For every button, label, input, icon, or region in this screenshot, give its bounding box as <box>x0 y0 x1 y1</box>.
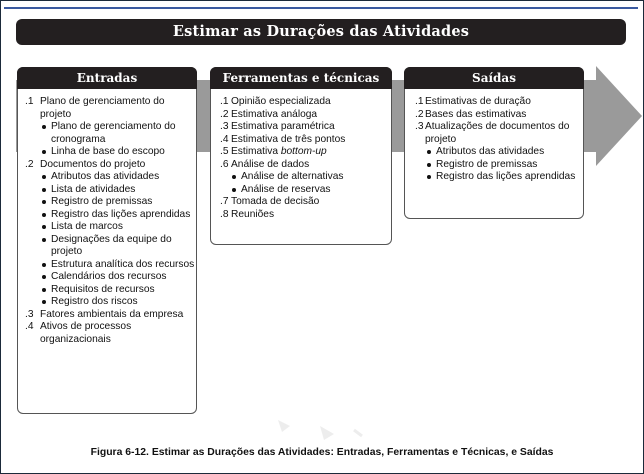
top-rule <box>4 7 638 9</box>
subitem-text: Lista de marcos <box>51 221 123 232</box>
tools-list <box>211 96 391 221</box>
subitem-text: Registro de premissas <box>51 196 153 207</box>
tools-item <box>211 96 391 109</box>
inputs-subitem <box>18 184 196 197</box>
item-number: .7 <box>220 196 229 207</box>
tools-item <box>211 109 391 122</box>
inputs-item <box>18 159 196 172</box>
item-text: Opinião especializada <box>231 96 331 107</box>
item-text: Bases das estimativas <box>425 108 527 120</box>
subitem-text: Lista de atividades <box>51 183 136 195</box>
item-text: Análise de dados <box>231 158 310 170</box>
inputs-subitem <box>18 146 196 159</box>
subitem-text: Registro dos riscos <box>51 296 138 307</box>
item-number: .4 <box>25 321 34 332</box>
outputs-item <box>405 96 583 109</box>
inputs-subitem <box>18 209 196 222</box>
item-number: .1 <box>220 96 229 107</box>
outputs-list <box>405 96 583 184</box>
item-italic-text: bottom-up <box>280 146 327 157</box>
item-number: .2 <box>415 108 424 120</box>
inputs-list <box>18 96 196 346</box>
subitem-text: Linha de base do escopo <box>51 146 165 157</box>
outputs-column <box>404 67 584 219</box>
item-number: .3 <box>25 308 34 320</box>
item-number: .6 <box>220 158 229 170</box>
item-text: Tomada de decisão <box>231 196 320 207</box>
item-text: Estimativas de duração <box>425 96 531 107</box>
subitem-text: Análise de reservas <box>241 183 331 195</box>
subitem-text: Registro das lições aprendidas <box>51 208 191 220</box>
tools-column <box>210 67 392 245</box>
inputs-subitem <box>18 196 196 209</box>
inputs-subitem <box>18 271 196 284</box>
item-number: .2 <box>25 158 34 170</box>
item-number: .3 <box>415 121 424 132</box>
outputs-item <box>405 109 583 122</box>
outputs-subitem <box>405 159 583 172</box>
outputs-item <box>405 121 583 146</box>
process-title: Estimar as Durações das Atividades <box>16 19 626 45</box>
outputs-header: Saídas <box>404 67 584 89</box>
tools-header: Ferramentas e técnicas <box>210 67 392 89</box>
inputs-item <box>18 321 196 346</box>
item-text: Atualizações de documentos do projeto <box>425 121 570 145</box>
item-text: Estimativa de três pontos <box>231 133 346 145</box>
inputs-subitem <box>18 284 196 297</box>
tools-item <box>211 209 391 222</box>
tools-subitem <box>211 171 391 184</box>
inputs-subitem <box>18 296 196 309</box>
subitem-text: Calendários dos recursos <box>51 271 167 282</box>
subitem-text: Registro de premissas <box>436 158 538 170</box>
tools-item <box>211 121 391 134</box>
item-number: .4 <box>220 133 229 145</box>
item-number: .2 <box>220 108 229 120</box>
tools-item <box>211 159 391 172</box>
item-number: .1 <box>25 96 34 107</box>
item-text: Estimativa <box>231 146 278 157</box>
inputs-header: Entradas <box>17 67 197 89</box>
item-text: Estimativa paramétrica <box>231 121 335 132</box>
figure-caption: Figura 6-12. Estimar as Durações das Atividades: Entradas, Ferramentas e Técnicas, e Saídas <box>90 447 554 458</box>
outputs-subitem <box>405 171 583 184</box>
tools-subitem <box>211 184 391 197</box>
inputs-subitem <box>18 259 196 272</box>
item-number: .1 <box>415 96 424 107</box>
subitem-text: Atributos das atividades <box>51 171 160 182</box>
flow-arrow-head-icon <box>596 66 644 166</box>
item-text: Reuniões <box>231 208 275 220</box>
tools-item <box>211 196 391 209</box>
item-text: Plano de gerenciamento do projeto <box>40 96 165 120</box>
subitem-text: Registro das lições aprendidas <box>436 171 576 182</box>
inputs-subitem <box>18 234 196 259</box>
subitem-text: Designações da equipe do projeto <box>51 233 172 257</box>
outputs-subitem <box>405 146 583 159</box>
tools-item <box>211 146 391 159</box>
subitem-text: Plano de gerenciamento do cronograma <box>51 121 176 145</box>
watermark-icon <box>258 412 378 452</box>
item-text: Documentos do projeto <box>40 158 146 170</box>
subitem-text: Atributos das atividades <box>436 146 545 157</box>
item-text: Ativos de processos organizacionais <box>40 321 132 345</box>
inputs-item <box>18 96 196 121</box>
inputs-item <box>18 309 196 322</box>
subitem-text: Requisitos de recursos <box>51 283 155 295</box>
subitem-text: Análise de alternativas <box>241 171 344 182</box>
item-number: .8 <box>220 208 229 220</box>
subitem-text: Estrutura analítica dos recursos <box>51 258 195 270</box>
item-text: Fatores ambientais da empresa <box>40 308 184 320</box>
tools-item <box>211 134 391 147</box>
item-number: .5 <box>220 146 229 157</box>
inputs-column <box>17 67 197 414</box>
item-number: .3 <box>220 121 229 132</box>
item-text: Estimativa análoga <box>231 108 318 120</box>
inputs-subitem <box>18 121 196 146</box>
inputs-subitem <box>18 221 196 234</box>
inputs-subitem <box>18 171 196 184</box>
